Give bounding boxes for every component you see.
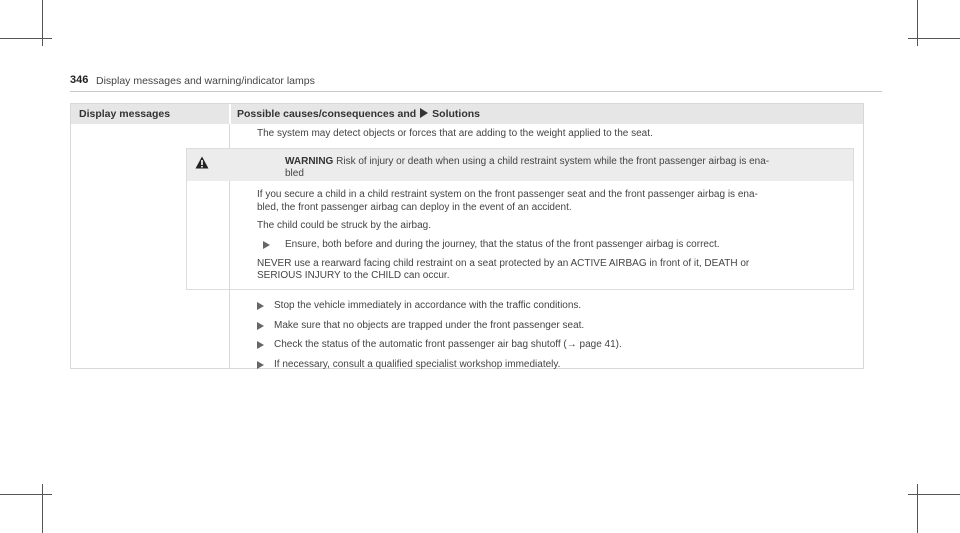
step-item: Stop the vehicle immediately in accordance with the traffic conditions. — [274, 300, 582, 311]
header-divider — [70, 91, 882, 92]
step-arrow-icon — [263, 241, 270, 249]
step-item: Make sure that no objects are trapped under the front passenger seat. — [274, 320, 585, 331]
step-arrow-icon — [257, 302, 264, 310]
crop-mark — [42, 0, 43, 46]
column-header-display-messages: Display messages — [79, 108, 171, 120]
warning-title — [285, 156, 769, 168]
step-item: Check the status of the automatic front passenger air bag shutoff (→ page 41). — [274, 339, 622, 350]
column-header-solutions: Solutions — [432, 108, 481, 120]
crop-mark — [0, 494, 52, 495]
step-item: If necessary, consult a qualified specialist workshop immediately. — [274, 359, 561, 370]
header-column-divider — [229, 104, 231, 124]
step-arrow-icon — [257, 322, 264, 330]
crop-mark — [908, 38, 960, 39]
warning-paragraph-3-line2: SERIOUS INJURY to the CHILD can occur. — [257, 270, 450, 281]
column-header-causes: Possible causes/consequences and — [237, 108, 417, 120]
warning-step: Ensure, both before and during the journey, that the status of the front passenger airbag is correct. — [285, 239, 720, 250]
warning-paragraph-2: The child could be struck by the airbag. — [257, 220, 431, 231]
page-title: Display messages and warning/indicator lamps — [96, 75, 315, 87]
crop-mark — [917, 0, 918, 46]
crop-mark — [42, 484, 43, 533]
page-number: 346 — [70, 74, 89, 86]
column-header-causes-solutions — [237, 108, 480, 120]
warning-paragraph-1-line1: If you secure a child in a child restraint system on the front passenger seat and the front passenger airbag is ena- — [257, 189, 758, 200]
table-header-row — [71, 104, 863, 124]
warning-paragraph-1-line2: bled, the front passenger airbag can deploy in the event of an accident. — [257, 202, 572, 213]
step-arrow-icon — [257, 341, 264, 349]
warning-paragraph-3-line1: NEVER use a rearward facing child restraint on a seat protected by an ACTIVE AIRBAG in front of it, DEATH or — [257, 258, 750, 269]
warning-title-line2: bled — [285, 168, 304, 179]
crop-mark — [0, 38, 52, 39]
step-arrow-icon — [257, 361, 264, 369]
warning-triangle-icon — [195, 156, 209, 169]
crop-mark — [908, 494, 960, 495]
warning-title-line1: Risk of injury or death when using a child restraint system while the front passenger airbag is ena- — [336, 156, 770, 167]
intro-text: The system may detect objects or forces that are adding to the weight applied to the seat. — [257, 128, 653, 139]
warning-label: WARNING — [285, 156, 334, 167]
play-arrow-icon — [420, 108, 428, 118]
crop-mark — [917, 484, 918, 533]
